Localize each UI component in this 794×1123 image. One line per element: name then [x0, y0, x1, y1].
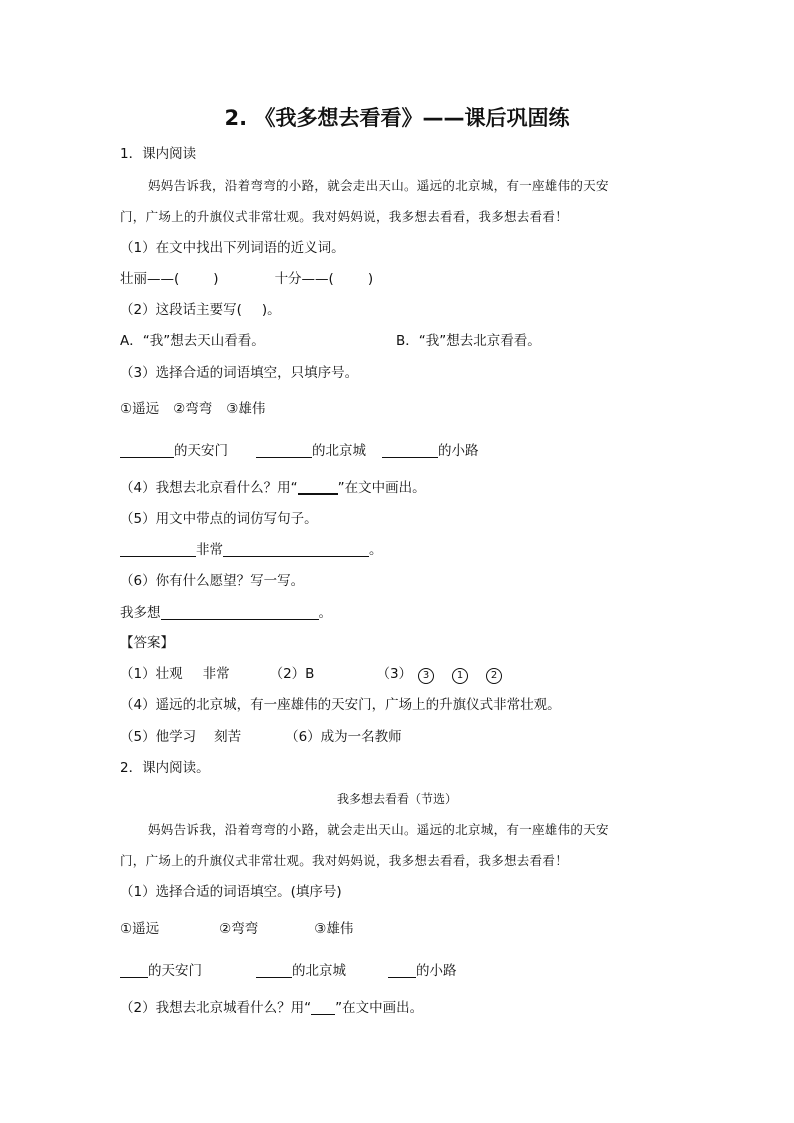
fill-blank[interactable] [256, 963, 292, 978]
q2-choice-2: ②弯弯 [219, 921, 259, 937]
fill-blank[interactable] [256, 443, 312, 458]
q1-sub2 [120, 301, 281, 319]
fill-blank[interactable] [388, 963, 416, 978]
fill-blank[interactable] [120, 443, 174, 458]
q1-sub6: （6）你有什么愿望？写一写。 [120, 573, 305, 589]
page-title: 2. 《我多想去看看》——课后巩固练 [224, 106, 570, 130]
underline-mark [311, 1000, 335, 1015]
q1-fill-3: 的小路 [438, 443, 479, 459]
q1-sub6-pre: 我多想 [120, 605, 161, 621]
q1-passage-line2: 门，广场上的升旗仪式非常壮观。我对妈妈说，我多想去看看，我多想去看看！ [120, 209, 569, 224]
q1-sub1-a: 壮丽——( [120, 271, 180, 287]
q2-choice-1: ①遥远 [120, 921, 160, 937]
q2-subtitle: 我多想去看看（节选） [336, 792, 457, 806]
q1-sub4-pre: （4）我想去北京看什么？用“ [120, 480, 298, 496]
q1-sub5: （5）用文中带点的词仿写句子。 [120, 511, 318, 527]
q1-sub1-b-close: ) [367, 271, 374, 287]
q2-fill-3: 的小路 [416, 963, 457, 979]
q2-sub1-fills [120, 962, 457, 980]
answer-heading: 【答案】 [120, 635, 174, 651]
q2-sub2-post: ”在文中画出。 [335, 1000, 424, 1016]
q2-passage-line2: 门，广场上的升旗仪式非常壮观。我对妈妈说，我多想去看看，我多想去看看！ [120, 853, 569, 868]
q1-option-a: A．“我”想去天山看看。 [120, 333, 265, 349]
answer-row-1 [120, 665, 502, 684]
answer-2: （2）B [269, 666, 315, 682]
q2-heading: 2．课内阅读。 [120, 760, 210, 776]
q1-sub2-close: )。 [261, 302, 281, 318]
answer-5: （5）他学习 [120, 729, 197, 745]
answer-3: （3） [376, 666, 413, 682]
q2-choice-3: ③雄伟 [314, 921, 354, 937]
q1-fill-1: 的天安门 [174, 443, 228, 459]
q1-choice-3: ③雄伟 [226, 401, 266, 417]
fill-blank[interactable] [120, 542, 196, 557]
q1-sub6-fill [120, 604, 332, 622]
fill-blank[interactable] [382, 443, 438, 458]
answer-1b: 非常 [202, 666, 230, 682]
q1-sub3-fills [120, 442, 479, 460]
answer-3-circled-3: 2 [486, 668, 502, 684]
q1-sub1: （1）在文中找出下列词语的近义词。 [120, 240, 345, 256]
q2-sub1: （1）选择合适的词语填空。(填序号) [120, 884, 342, 900]
q1-option-b: B．“我”想去北京看看。 [396, 333, 541, 349]
answer-row-3 [120, 728, 402, 746]
underline-mark [298, 479, 338, 495]
answer-5b: 刻苦 [214, 729, 242, 745]
q1-sub4 [120, 479, 426, 497]
answer-1: （1）壮观 [120, 666, 183, 682]
q1-sub5-end: 。 [369, 542, 383, 558]
q2-sub2 [120, 999, 423, 1017]
q1-sub3-choices [120, 400, 265, 418]
q1-heading: 1．课内阅读 [120, 146, 197, 162]
q2-fill-2: 的北京城 [292, 963, 346, 979]
q2-sub1-choices [120, 920, 353, 938]
q1-sub1-b: 十分——( [274, 271, 334, 287]
fill-blank[interactable] [223, 542, 369, 557]
q1-sub5-mid: 非常 [196, 542, 223, 558]
q1-fill-2: 的北京城 [312, 443, 366, 459]
answer-3-circled-1: 3 [418, 668, 434, 684]
q1-sub2-text: （2）这段话主要写( [120, 302, 242, 318]
q1-choice-1: ①遥远 [120, 401, 160, 417]
q1-passage-line1: 妈妈告诉我，沿着弯弯的小路，就会走出天山。遥远的北京城，有一座雄伟的天安 [148, 178, 609, 193]
fill-blank[interactable] [120, 963, 148, 978]
q1-sub5-fill [120, 541, 383, 559]
q1-sub1-a-close: ) [213, 271, 219, 287]
q2-passage-line1: 妈妈告诉我，沿着弯弯的小路，就会走出天山。遥远的北京城，有一座雄伟的天安 [148, 822, 609, 837]
q1-choice-2: ②弯弯 [173, 401, 213, 417]
q2-sub2-pre: （2）我想去北京城看什么？用“ [120, 1000, 312, 1016]
answer-4: （4）遥远的北京城，有一座雄伟的天安门，广场上的升旗仪式非常壮观。 [120, 697, 561, 713]
q1-sub1-items [120, 270, 373, 288]
q1-sub6-end: 。 [318, 605, 332, 621]
answer-3-circled-2: 1 [452, 668, 468, 684]
fill-blank[interactable] [161, 605, 319, 620]
q1-sub3: （3）选择合适的词语填空，只填序号。 [120, 365, 359, 381]
answer-6: （6）成为一名教师 [285, 729, 402, 745]
q2-fill-1: 的天安门 [148, 963, 202, 979]
q1-sub4-post: ”在文中画出。 [337, 480, 426, 496]
